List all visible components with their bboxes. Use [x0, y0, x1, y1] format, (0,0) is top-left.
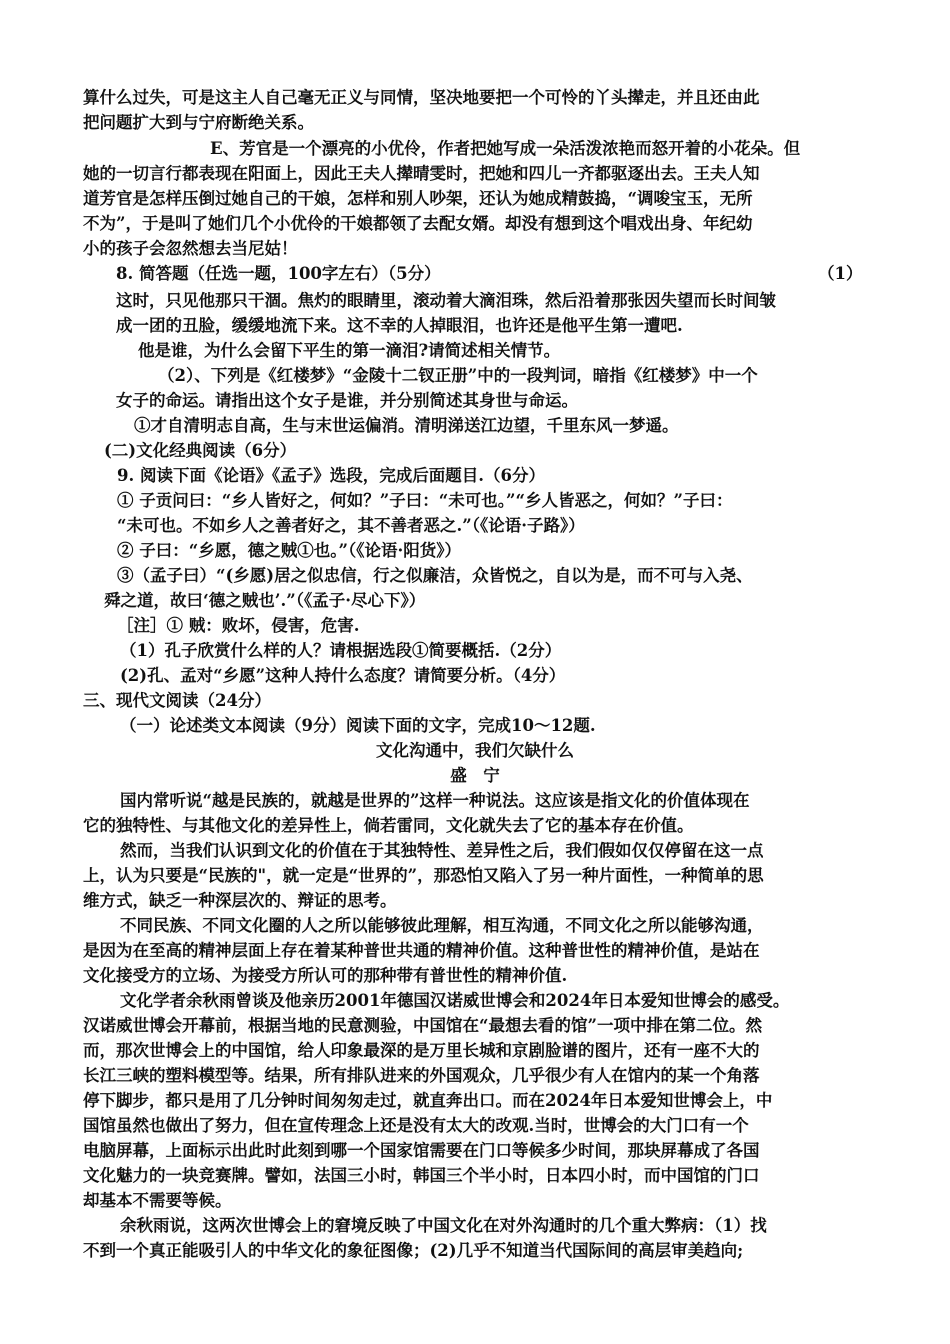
text-line: 女子的命运。请指出这个女子是谁，并分别简述其身世与命运。: [116, 391, 578, 410]
text-line: （2）、下列是《红楼梦》“金陵十二钗正册”中的一段判词，暗指《红楼梦》中一个: [158, 366, 758, 385]
subquestion-number: （1）: [818, 264, 863, 283]
paragraph-line: 却基本不需要等候。: [83, 1191, 232, 1210]
paragraph-line: 余秋雨说，这两次世博会上的窘境反映了中国文化在对外沟通时的几个重大弊病：（1）找: [120, 1216, 767, 1235]
paragraph-line: 文化魅力的一块竞赛牌。譬如，法国三小时，韩国三个半小时，日本四小时，而中国馆的门口: [83, 1166, 760, 1185]
paragraph-line: 不到一个真正能吸引人的中华文化的象征图像；(2)几乎不知道当代国际间的高层审美趋向;: [83, 1241, 744, 1260]
text-line: 道芳官是怎样压倒过她自己的干娘，怎样和别人吵架，还认为她成精鼓捣，“调唆宝玉，无所: [83, 189, 753, 208]
paragraph-line: 文化接受方的立场、为接受方所认可的那种带有普世性的精神价值.: [83, 966, 568, 985]
text-line: 把问题扩大到与宁府断绝关系。: [83, 113, 314, 132]
paragraph-line: 维方式，缺乏一种深层次的、辩证的思考。: [83, 891, 397, 910]
subquestion: (2)孔、孟对“乡愿”这种人持什么态度？请简要分析。（4分）: [120, 666, 566, 685]
section-heading: 三、现代文阅读（24分）: [83, 691, 271, 710]
paragraph-line: 国内常听说“越是民族的，就越是世界的”这样一种说法。这应该是指文化的价值体现在: [120, 791, 750, 810]
text-line: 这时，只见他那只干涸。焦灼的眼睛里，滚动着大滴泪珠，然后沿着那张因失望而长时间皱: [116, 291, 776, 310]
text-line: ② 子曰：“乡愿，德之贼①也。”（《论语·阳货》）: [117, 541, 461, 560]
verdict-poem: ①才自清明志自高，生与末世运偏消。清明涕送江边望，千里东风一梦遥。: [134, 416, 679, 435]
paragraph-line: 国馆虽然也做出了努力，但在宣传理念上还是没有太大的改观.当时，世博会的大门口有一个: [83, 1116, 749, 1135]
text-line: 她的一切言行都表现在阳面上，因此王夫人撵晴雯时，把她和四儿一齐都驱逐出去。王夫人知: [83, 164, 760, 183]
text-line: 小的孩子会忽然想去当尼姑！: [83, 239, 298, 258]
text-line: 算什么过失，可是这主人自己毫无正义与同情，坚决地要把一个可怜的丫头撵走，并且还由此: [83, 88, 760, 107]
article-author: 盛 宁: [450, 766, 500, 785]
text-line: E、芳官是一个漂亮的小优伶，作者把她写成一朵活泼浓艳而怒开着的小花朵。但: [210, 139, 801, 158]
paragraph-line: 汉诺威世博会开幕前，根据当地的民意测验，中国馆在“最想去看的馆”一项中排在第二位。然: [83, 1016, 762, 1035]
paragraph-line: 文化学者余秋雨曾谈及他亲历2001年德国汉诺威世博会和2024年日本爱知世博会的感受。: [120, 991, 790, 1010]
text-line: ① 子贡问曰：“乡人皆好之，何如？”子曰：“未可也。”“乡人皆恶之，何如？”子曰：: [117, 491, 733, 510]
paragraph-line: 电脑屏幕，上面标示出此时此刻到哪一个国家馆需要在门口等候多少时间，那块屏幕成了各国: [83, 1141, 760, 1160]
paragraph-line: 长江三峡的塑料模型等。结果，所有排队进来的外国观众，几乎很少有人在馆内的某一个角落: [83, 1066, 760, 1085]
annotation-note: ［注］① 贼：败坏，侵害，危害.: [117, 616, 360, 635]
text-line: 不为”，于是叫了她们几个小优伶的干娘都领了去配女婿。却没有想到这个唱戏出身、年纪幼: [83, 214, 753, 233]
paragraph-line: 而，那次世博会上的中国馆，给人印象最深的是万里长城和京剧脸谱的图片，还有一座不大的: [83, 1041, 760, 1060]
paragraph-line: 上，认为只要是“民族的"，就一定是“世界的”，那恐怕又陷入了另一种片面性，一种简单的思: [83, 866, 764, 885]
question-prompt: 他是谁，为什么会留下平生的第一滴泪?请简述相关情节。: [138, 341, 561, 360]
text-line: 舜之道，故曰‘德之贼也’.”（《孟子·尽心下》）: [104, 591, 426, 610]
subquestion: （1）孔子欣赏什么样的人？请根据选段①简要概括.（2分）: [120, 641, 562, 660]
article-title: 文化沟通中，我们欠缺什么: [376, 741, 574, 760]
paragraph-line: 不同民族、不同文化圈的人之所以能够彼此理解，相互沟通，不同文化之所以能够沟通，: [120, 916, 764, 935]
question-9-heading: 9. 阅读下面《论语》《孟子》选段，完成后面题目.（6分）: [117, 466, 545, 485]
question-8-heading: 8. 简答题（任选一题，100字左右）（5分）: [116, 264, 441, 283]
paragraph-line: 停下脚步，都只是用了几分钟时间匆匆走过，就直奔出口。而在2024年日本爱知世博会上，中: [83, 1091, 773, 1110]
paragraph-line: 然而，当我们认识到文化的价值在于其独特性、差异性之后，我们假如仅仅停留在这一点: [120, 841, 764, 860]
subsection-heading: （一）论述类文本阅读（9分）阅读下面的文字，完成10～12题.: [120, 716, 596, 735]
text-line: 成一团的丑脸，缓缓地流下来。这不幸的人掉眼泪，也许还是他平生第一遭吧.: [116, 316, 683, 335]
text-line: ③（孟子曰）“(乡愿)居之似忠信，行之似廉洁，众皆悦之，自以为是，而不可与入尧、: [117, 566, 753, 585]
section-heading: (二)文化经典阅读（6分）: [104, 441, 297, 460]
paragraph-line: 它的独特性、与其他文化的差异性上，倘若雷同，文化就失去了它的基本存在价值。: [83, 816, 694, 835]
paragraph-line: 是因为在至高的精神层面上存在着某种普世共通的精神价值。这种普世性的精神价值，是站在: [83, 941, 760, 960]
text-line: “未可也。不如乡人之善者好之，其不善者恶之.”（《论语·子路》）: [117, 516, 585, 535]
